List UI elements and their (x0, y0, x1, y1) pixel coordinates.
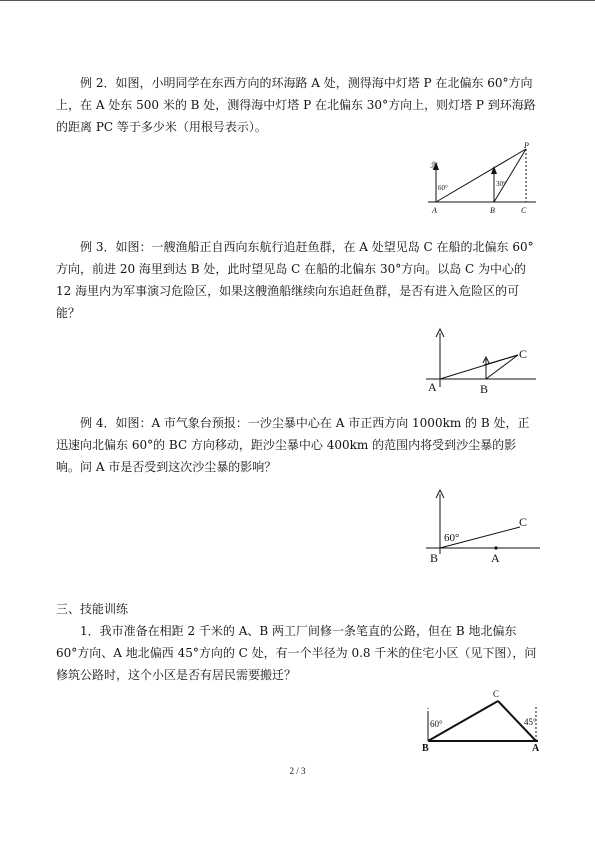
north-label: 北 (430, 161, 438, 170)
point-a: A (432, 206, 437, 215)
point-c: C (493, 689, 500, 699)
section-3-heading: 三、技能训练 (56, 602, 129, 616)
line-perp (484, 355, 518, 365)
point-a: A (428, 380, 437, 394)
point-c: C (521, 206, 527, 215)
point-a: A (491, 551, 500, 565)
line-bp (494, 149, 526, 202)
figure-stroke (491, 166, 497, 174)
point-a: A (532, 743, 540, 754)
point-b: B (480, 382, 489, 396)
example-3-figure (422, 325, 542, 397)
page-number: 2 / 3 (289, 766, 306, 776)
point-b: B (422, 743, 429, 754)
header-rule (0, 0, 595, 1)
point-b: B (430, 551, 439, 565)
angle-b-label: 30° (496, 180, 506, 188)
point-b: B (490, 206, 495, 215)
angle-label: 60° (444, 532, 460, 544)
angle-a-label: 45° (524, 717, 537, 727)
line-ap (436, 149, 526, 202)
line-bc (486, 355, 518, 379)
question-1-text: 1．我市准备在相距 2 千米的 A、B 两工厂间修一条笔直的公路，但在 B 地北偏东 60°方向、A 地北偏西 45°方向的 C 处，有一个半径为 0.8 千米的住宅小区（见下图），问修筑公路时，这个小区是否有居民需要搬迁？ (56, 624, 537, 682)
point-c: C (519, 347, 528, 361)
point-p: P (524, 141, 529, 150)
example-2-figure (420, 140, 540, 220)
example-3-text: 例 3．如图：一艘渔船正自西向东航行追赶鱼群，在 A 处望见岛 C 在船的北偏东 60°方向，前进 20 海里到达 B 处，此时望见岛 C 在船的北偏东 30°方向。以岛 C 为中心的 12 海里内为军事演习危险区，如果这艘渔船继续向东追赶鱼群，是否有进入危险区的可能？ (56, 240, 534, 320)
example-4-text: 例 4．如图：A 市气象台预报：一沙尘暴中心在 A 市正西方向 1000km 的 B 处，正迅速向北偏东 60°的 BC 方向移动，距沙尘暴中心 400km 的范围内将受到沙尘暴的影响。问 A 市是否受到这次沙尘暴的影响？ (56, 416, 530, 474)
angle-a-label: 60° (438, 184, 448, 192)
point-a-dot (494, 546, 497, 549)
example-4-figure (424, 488, 544, 570)
example-2-text: 例 2．如图，小明同学在东西方向的环海路 A 处，测得海中灯塔 P 在北偏东 60°方向上，在 A 处东 500 米的 B 处，测得海中灯塔 P 在北偏东 30°方向上，则灯塔 P 到环海路的距离 PC 等于多少米（用根号表示）。 (56, 76, 536, 134)
point-c: C (519, 515, 528, 529)
question-1-figure (420, 683, 545, 755)
angle-b-label: 60° (430, 719, 443, 729)
